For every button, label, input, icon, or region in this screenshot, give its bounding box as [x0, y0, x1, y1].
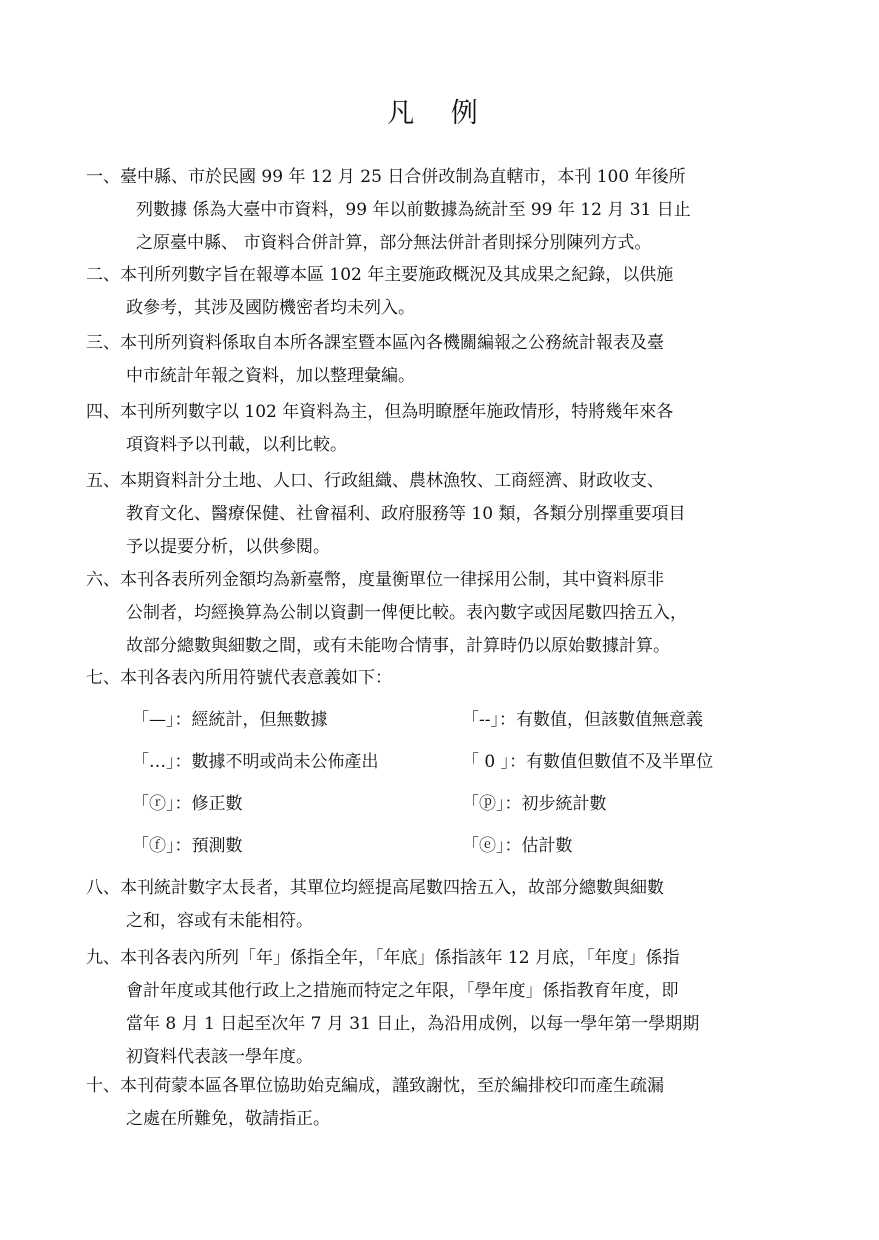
- note-line: 六、本刊各表所列金額均為新臺幣，度量衡單位一律採用公制，其中資料原非: [86, 570, 664, 590]
- note-line: 八、本刊統計數字太長者，其單位均經提高尾數四捨五入，故部分總數與細數: [86, 878, 664, 898]
- note-line: 七、本刊各表內所用符號代表意義如下：: [86, 668, 392, 688]
- symbol-definition: 「--」：有數值，但該數值無意義: [462, 710, 703, 730]
- note-line: 當年 8 月 1 日起至次年 7 月 31 日止，為沿用成例，以每一學年第一學期期: [126, 1014, 700, 1034]
- note-item-5: [86, 465, 791, 564]
- note-item-10: [86, 1070, 791, 1136]
- symbol-definition: 「…」：數據不明或尚未公佈產出: [132, 752, 379, 772]
- note-line: 五、本期資料計分土地、人口、行政組織、農林漁牧、工商經濟、財政收支、: [86, 471, 664, 491]
- symbol-definition: 「ⓟ」：初步統計數: [462, 794, 607, 814]
- note-line: 之原臺中縣、 市資料合併計算，部分無法併計者則採分別陳列方式。: [136, 233, 652, 253]
- symbol-definition: 「 0 」：有數值但數值不及半單位: [462, 752, 714, 772]
- note-item-9: [86, 942, 791, 1074]
- symbol-definition: 「—」：經統計，但無數據: [132, 710, 328, 730]
- page-title: 凡 例: [387, 98, 492, 129]
- note-line: 政參考，其涉及國防機密者均未列入。: [126, 298, 415, 318]
- note-line: 三、本刊所列資料係取自本所各課室暨本區內各機關編報之公務統計報表及臺: [86, 333, 664, 353]
- note-item-8: [86, 872, 791, 938]
- note-line: 予以提要分析，以供參閱。: [126, 537, 330, 557]
- note-line: 二、本刊所列數字旨在報導本區 102 年主要施政概況及其成果之紀錄，以供施: [86, 265, 674, 285]
- symbol-definition: 「ⓡ」：修正數: [132, 794, 243, 814]
- note-item-7: [86, 662, 791, 695]
- symbol-row: [132, 791, 792, 817]
- symbol-row: [132, 707, 792, 733]
- note-line: 之和，容或有未能相符。: [126, 911, 313, 931]
- symbol-row: [132, 749, 792, 775]
- note-line: 列數據 係為大臺中市資料，99 年以前數據為統計至 99 年 12 月 31 日止: [136, 200, 691, 220]
- symbol-definition: 「ⓕ」：預測數: [132, 836, 243, 856]
- note-line: 中市統計年報之資料，加以整理彙編。: [126, 366, 415, 386]
- note-line: 教育文化、醫療保健、社會福利、政府服務等 10 類，各類分別擇重要項目: [126, 504, 686, 524]
- note-item-2: [86, 259, 791, 325]
- note-line: 十、本刊荷蒙本區各單位協助始克編成，謹致謝忱，至於編排校印而產生疏漏: [86, 1076, 664, 1096]
- note-line: 一、臺中縣、市於民國 99 年 12 月 25 日合併改制為直轄市，本刊 100 年後所: [86, 167, 686, 187]
- symbol-definition: 「ⓔ」：估計數: [462, 836, 573, 856]
- note-line: 公制者，均經換算為公制以資劃一俾便比較。表內數字或因尾數四捨五入，: [126, 603, 687, 623]
- note-line: 故部分總數與細數之間，或有未能吻合情事，計算時仍以原始數據計算。: [126, 636, 670, 656]
- note-item-4: [86, 396, 791, 462]
- note-item-3: [86, 327, 791, 393]
- note-line: 四、本刊所列數字以 102 年資料為主，但為明瞭歷年施政情形，特將幾年來各: [86, 402, 674, 422]
- note-item-6: [86, 564, 791, 663]
- note-line: 之處在所難免，敬請指正。: [126, 1109, 330, 1129]
- note-line: 項資料予以刊載，以利比較。: [126, 435, 347, 455]
- note-line: 九、本刊各表內所列「年」係指全年，「年底」係指該年 12 月底，「年度」係指: [86, 948, 680, 968]
- note-line: 初資料代表該一學年度。: [126, 1047, 313, 1067]
- symbol-row: [132, 833, 792, 859]
- note-line: 會計年度或其他行政上之措施而特定之年限，「學年度」係指教育年度，即: [126, 981, 679, 1001]
- note-item-1: [86, 161, 791, 260]
